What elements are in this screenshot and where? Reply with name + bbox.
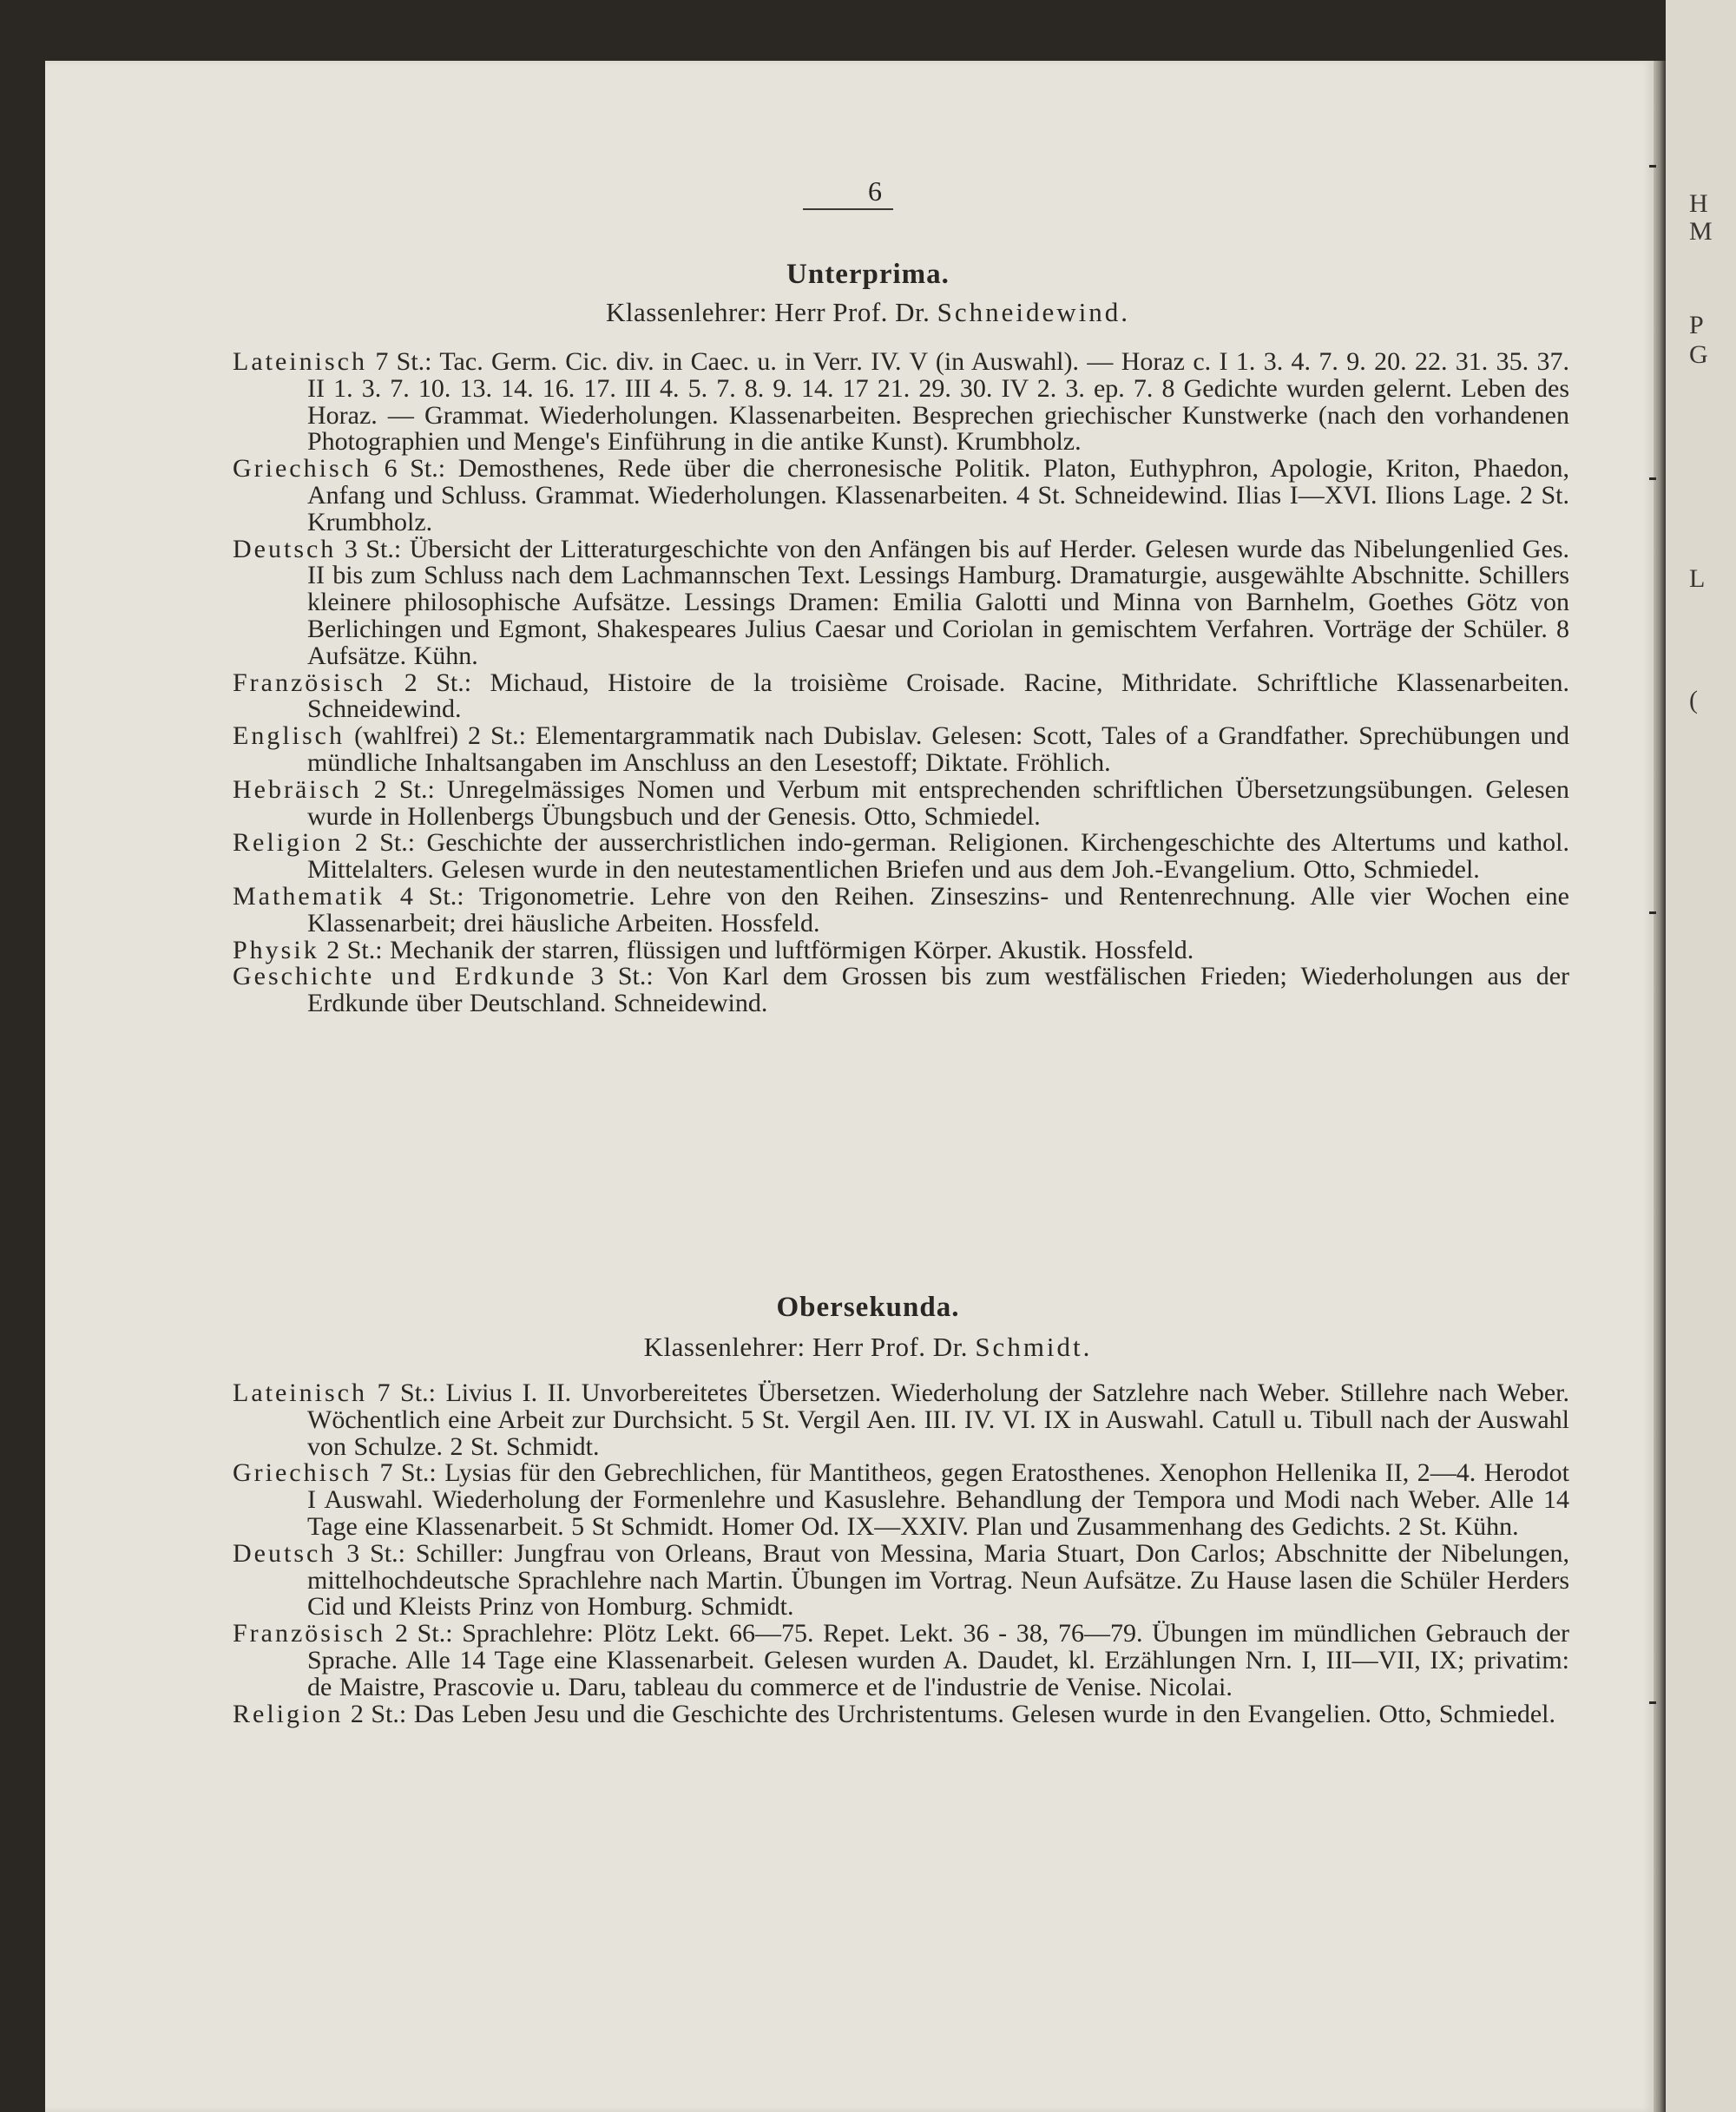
subject-name: Lateinisch	[233, 1378, 367, 1407]
subject-entry	[233, 964, 1569, 1017]
subject-entry	[233, 830, 1569, 884]
section-title: Unterprima.	[786, 259, 950, 290]
subject-text: 7 St.: Livius I. II. Unvorbereitetes Übersetzen. Wiederholung der Satzlehre nach Weber. Stillehre nach Weber. Wöchentlich eine Arbeit zur Durchsicht. 5 St. Vergil Aen. III. IV. VI. IX in Auswahl. Catull u. Tibull nach der Auswahl von Schulze. 2 St. Schmidt.	[307, 1378, 1569, 1461]
subject-entry	[233, 1380, 1569, 1460]
subject-entry	[233, 670, 1569, 724]
subject-name: Deutsch	[233, 1538, 337, 1568]
subject-name: Hebräisch	[233, 774, 362, 804]
section-body	[233, 1380, 1569, 1727]
edge-letter: G	[1689, 340, 1708, 369]
teacher-title: Herr Prof. Dr.	[774, 297, 930, 327]
subject-text: 6 St.: Demosthenes, Rede über die cherronesische Politik. Platon, Euthyphron, Apologie, Kriton, Phaedon, Anfang und Schluss. Grammat. Wiederholungen. Klassenarbeiten. 4 St. Schneidewind. Ilias I—XVI. Ilions Lage. 2 St. Krumbholz.	[307, 454, 1569, 536]
edge-letter: L	[1689, 564, 1706, 593]
teacher-label: Klassenlehrer:	[643, 1332, 806, 1362]
book-spine	[1654, 61, 1666, 2112]
subject-name: Französisch	[233, 668, 386, 697]
subject-entry	[233, 1460, 1569, 1540]
subject-text: 2 St.: Sprachlehre: Plötz Lekt. 66—75. Repet. Lekt. 36 - 38, 76—79. Übungen im mündlichen Gebrauch der Sprache. Alle 14 Tage eine Klassenarbeit. Gelesen wurden A. Daudet, kl. Erzählungen Nrn. I, III—VII, IX; privatim: de Maistre, Prascovie u. Daru, tableau du commerce et de l'industrie de Venise. Nicolai.	[307, 1619, 1570, 1701]
subject-text: 3 St.: Schiller: Jungfrau von Orleans, Braut von Messina, Maria Stuart, Don Carlos; Abschnitte der Nibelungen, mittelhochdeutsche Sprachlehre nach Martin. Übungen im Vortrag. Neun Aufsätze. Zu Hause lasen die Schüler Herders Cid und Kleists Prinz von Homburg. Schmidt.	[307, 1538, 1570, 1622]
subject-entry	[233, 456, 1569, 536]
subject-name: Lateinisch	[233, 347, 367, 376]
subject-text: 7 St.: Tac. Germ. Cic. div. in Caec. u. in Verr. IV. V (in Auswahl). — Horaz c. I 1. 3. 4. 7. 9. 20. 22. 31. 35. 37. II 1. 3. 7. 10. 13. 14. 16. 17. III 4. 5. 7. 8. 9. 14. 17 21. 29. 30. IV 2. 3. ep. 7. 8 Gedichte wurden gelernt. Leben des Horaz. — Grammat. Wiederholungen. Klassenarbeiten. Besprechen griechischer Kunstwerke (nach den vorhandenen Photographien und Menge's Einführung in die antike Kunst). Krumbholz.	[307, 347, 1570, 457]
subject-name: Deutsch	[233, 534, 337, 563]
subject-text: 3 St.: Übersicht der Litteraturgeschichte von den Anfängen bis auf Herder. Gelesen wurde das Nibelungenlied Ges. II bis zum Schluss nach dem Lachmannschen Text. Lessings Hamburg. Dramaturgie, ausgewählte Abschnitte. Schillers kleinere philosophische Aufsätze. Lessings Dramen: Emilia Galotti und Minna von Barnhelm, Goethes Götz von Berlichingen und Egmont, Shakespeares Julius Caesar und Coriolan in gemischtem Verfahren. Vorträge der Schüler. 8 Aufsätze. Kühn.	[307, 534, 1570, 670]
subject-entry	[233, 536, 1569, 670]
edge-letter: P	[1689, 311, 1704, 339]
subject-name: Mathematik	[233, 881, 385, 911]
edge-letter: H	[1689, 189, 1708, 218]
class-teacher-line	[0, 1332, 1736, 1363]
subject-entry	[233, 881, 1569, 938]
edge-letter: (	[1689, 686, 1698, 714]
subject-name: Religion	[233, 1699, 344, 1728]
subject-text: 2 St.: Geschichte der ausserchristlichen indo-german. Religionen. Kirchengeschichte des Altertums und kathol. Mittelalters. Gelesen wurde in den neutestamentlichen Briefen und aus dem Joh.-Evangelium. Otto, Schmiedel.	[307, 828, 1569, 885]
subject-text: 2 St.: Das Leben Jesu und die Geschichte des Urchristentums. Gelesen wurde in den Evangelien. Otto, Schmiedel.	[350, 1699, 1556, 1728]
page-number: 6	[868, 175, 882, 207]
class-teacher-line	[0, 297, 1736, 328]
subject-text: 4 St.: Trigonometrie. Lehre von den Reihen. Zinseszins- und Rentenrechnung. Alle vier Wochen eine Klassenarbeit; drei häusliche Arbeiten. Hossfeld.	[307, 881, 1569, 938]
subject-text: 2 St.: Michaud, Histoire de la troisième Croisade. Racine, Mithridate. Schriftliche Klassenarbeiten. Schneidewind.	[307, 668, 1570, 724]
subject-text: 3 St.: Von Karl dem Grossen bis zum westfälischen Frieden; Wiederholungen aus der Erdkunde über Deutschland. Schneidewind.	[307, 962, 1570, 1018]
subject-name: Physik	[233, 935, 319, 964]
edge-letter: M	[1689, 217, 1713, 246]
subject-text: 7 St.: Lysias für den Gebrechlichen, für Mantitheos, gegen Eratosthenes. Xenophon Hellenika II, 2—4. Herodot I Auswahl. Wiederholung der Formenlehre und Kasuslehre. Behandlung der Tempora und Modi nach Weber. Alle 14 Tage eine Klassenarbeit. 5 St Schmidt. Homer Od. IX—XXIV. Plan und Zusammenhang des Gedichts. 2 St. Kühn.	[307, 1458, 1570, 1541]
subject-entry	[233, 349, 1569, 456]
teacher-name: Schneidewind.	[937, 297, 1131, 327]
subject-entry	[233, 723, 1569, 777]
subject-name: Englisch	[233, 721, 345, 751]
subject-entry	[233, 935, 1569, 964]
subject-name: Griechisch	[233, 1458, 372, 1488]
margin-mark	[1649, 165, 1656, 168]
section-title: Obersekunda.	[776, 1292, 960, 1323]
subject-text: 2 St.: Unregelmässiges Nomen und Verbum mit entsprechenden schriftlichen Übersetzungsübungen. Gelesen wurde in Hollenbergs Übungsbuch und der Genesis. Otto, Schmiedel.	[307, 774, 1570, 831]
subject-text: (wahlfrei) 2 St.: Elementargrammatik nach Dubislav. Gelesen: Scott, Tales of a Grandfather. Sprechübungen und mündliche Inhaltsangaben im Anschluss an den Lesestoff; Diktate. Fröhlich.	[307, 721, 1569, 777]
subject-entry	[233, 1621, 1569, 1701]
margin-mark	[1649, 1701, 1656, 1704]
subject-entry	[233, 1701, 1569, 1728]
subject-name: Religion	[233, 828, 344, 858]
section-body	[233, 349, 1569, 1017]
subject-name: Griechisch	[233, 454, 372, 484]
subject-text: 2 St.: Mechanik der starren, flüssigen und luftförmigen Körper. Akustik. Hossfeld.	[326, 935, 1194, 964]
teacher-name: Schmidt.	[975, 1332, 1093, 1362]
subject-name: Geschichte und Erdkunde	[233, 962, 577, 991]
subject-entry	[233, 1538, 1570, 1622]
margin-mark	[1649, 911, 1656, 914]
page-number-rule	[803, 208, 893, 210]
subject-name: Französisch	[233, 1619, 386, 1648]
teacher-title: Herr Prof. Dr.	[812, 1332, 969, 1362]
subject-entry	[233, 774, 1570, 831]
teacher-label: Klassenlehrer:	[605, 297, 767, 327]
margin-mark	[1649, 477, 1656, 480]
